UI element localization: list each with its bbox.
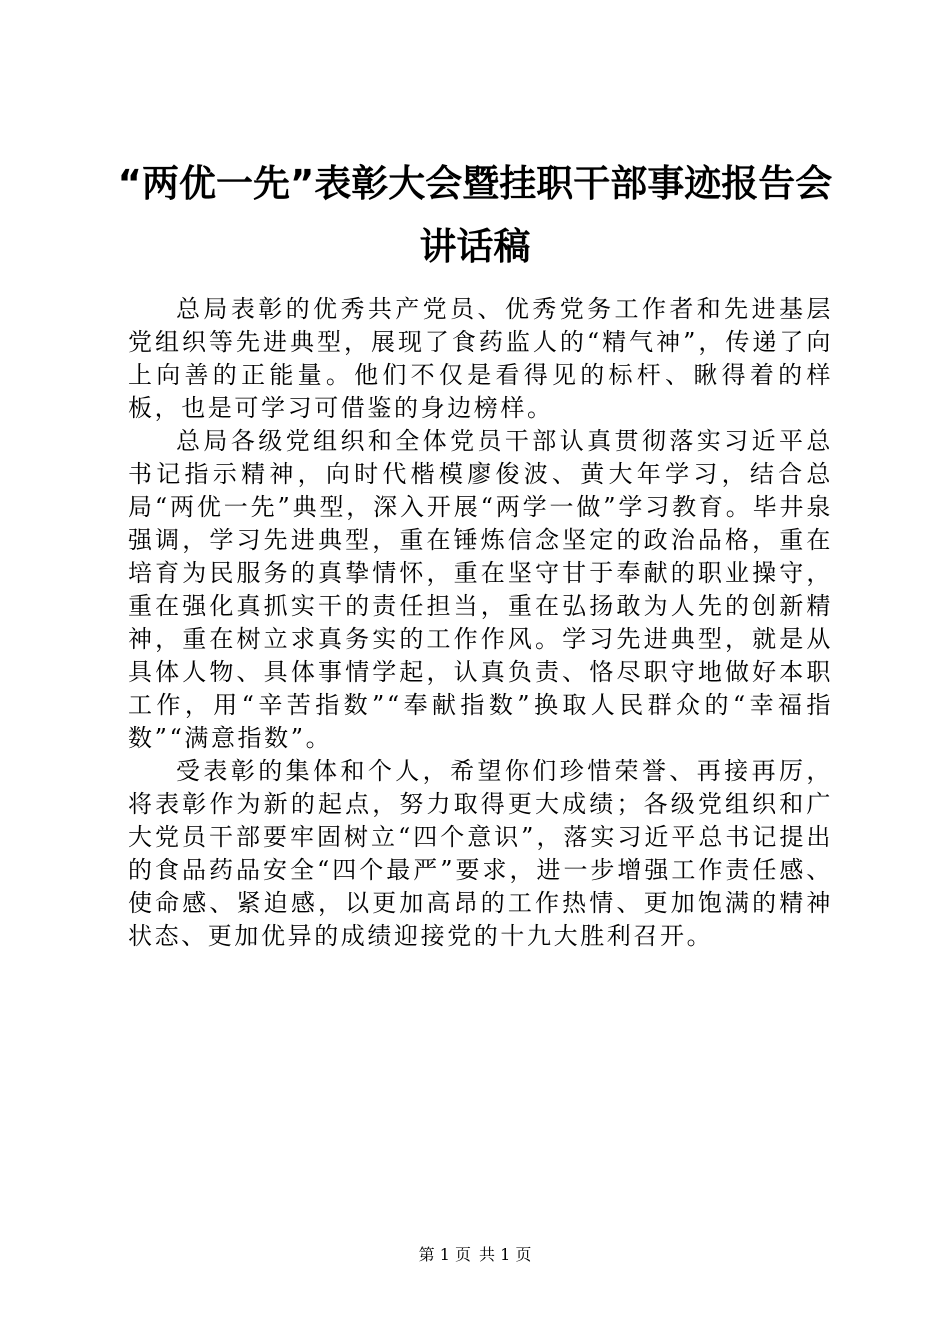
document-title-line-1: “两优一先”表彰大会暨挂职干部事迹报告会 <box>117 162 833 205</box>
body-paragraph: 总局各级党组织和全体党员干部认真贯彻落实习近平总书记指示精神，向时代楷模廖俊波、黄大年学习，结合总局“两优一先”典型，深入开展“两学一做”学习教育。毕井泉强调，学习先进典型，重在锤炼信念坚定的政治品格，重在培育为民服务的真挚情怀，重在坚守甘于奉献的职业操守，重在强化真抓实干的责任担当，重在弘扬敢为人先的创新精神，重在树立求真务实的工作作风。学习先进典型，就是从具体人物、具体事情学起，认真负责、恪尽职守地做好本职工作，用“辛苦指数”“奉献指数”换取人民群众的“幸福指数”“满意指数”。 <box>128 427 833 752</box>
document-title-line-2: 讲话稿 <box>419 225 531 268</box>
body-paragraph: 总局表彰的优秀共产党员、优秀党务工作者和先进基层党组织等先进典型，展现了食药监人的“精气神”，传递了向上向善的正能量。他们不仅是看得见的标杆、瞅得着的样板，也是可学习可借鉴的身边榜样。 <box>128 295 833 422</box>
document-body <box>128 293 833 953</box>
page-total: 共 1 页 <box>479 1245 532 1264</box>
body-paragraph: 受表彰的集体和个人，希望你们珍惜荣誉、再接再厉，将表彰作为新的起点，努力取得更大成绩；各级党组织和广大党员干部要牢固树立“四个意识”，落实习近平总书记提出的食品药品安全“四个最严”要求，进一步增强工作责任感、使命感、紧迫感，以更加高昂的工作热情、更加饱满的精神状态、更加优异的成绩迎接党的十九大胜利召开。 <box>128 757 833 950</box>
page-footer <box>0 1245 950 1265</box>
page-number: 第 1 页 <box>418 1245 471 1264</box>
